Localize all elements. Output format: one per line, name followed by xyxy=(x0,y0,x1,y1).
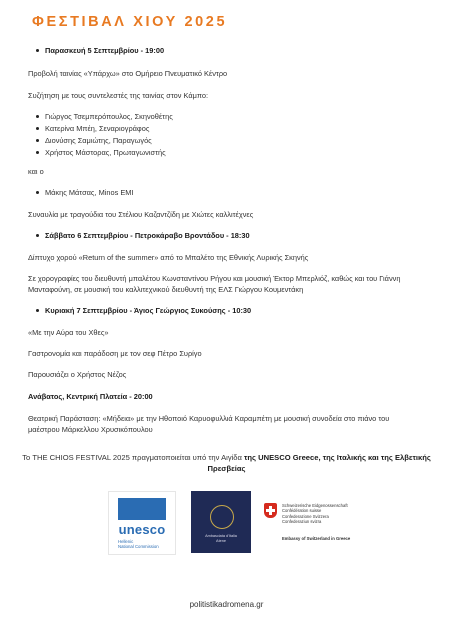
day3-gastronomy: Γαστρονομία και παράδοση με τον σεφ Πέτρο Συρίγο xyxy=(28,349,202,358)
day1-screening: Προβολή ταινίας «Υπάρχω» στο Ομήρειο Πνευματικό Κέντρο xyxy=(28,69,228,78)
contributor-item: Διονύσης Σαμιώτης, Παραγωγός xyxy=(45,136,152,145)
unesco-temple-icon xyxy=(118,498,166,520)
swiss-embassy-name: Embassy of Switzerland in Greece xyxy=(282,536,351,541)
sponsorship-bold: της UNESCO Greece, της Ιταλικής και της Ελβετικής Πρεσβείας xyxy=(207,453,431,473)
day1-concert: Συναυλία με τραγούδια του Στέλιου Καζαντζίδη με Χιώτες καλλιτέχνες xyxy=(28,210,254,219)
swiss-cross-icon xyxy=(264,503,277,518)
contributor-item: Χρήστος Μάστορας, Πρωταγωνιστής xyxy=(45,148,166,157)
day3-host: Παρουσιάζει ο Χρήστος Νέζος xyxy=(28,370,127,379)
swiss-name-line: Confederaziun svizra xyxy=(282,519,322,525)
unesco-logo xyxy=(108,491,176,555)
italy-caption-line: Ambasciata d'Italia xyxy=(205,534,237,538)
sponsorship-text xyxy=(20,452,433,474)
page-title: ΦΕΣΤΙΒΑΛ ΧΙΟΥ 2025 xyxy=(32,14,228,30)
day2-heading: Σάββατο 6 Σεπτεμβρίου - Πετροκάραβο Βροντάδου - 18:30 xyxy=(45,231,250,240)
contributor-item: Κατερίνα Μπέη, Σεναριογράφος xyxy=(45,124,150,133)
unesco-wordmark: unesco xyxy=(118,522,166,537)
day3b-play: Θεατρική Παράσταση: «Μήδεια» με την Ηθοποιό Καρυοφυλλιά Καραμπέτη με μουσική συνοδεία στο πιάνο του μαέστρου Μάρκελλου Χρυσικόπουλου xyxy=(28,414,390,434)
day3-heading: Κυριακή 7 Σεπτεμβρίου - Άγιος Γεώργιος Συκούσης - 10:30 xyxy=(45,306,252,315)
italy-caption-line: Atene xyxy=(216,538,226,543)
swiss-name-line: Schweizerische Eidgenossenschaft xyxy=(282,503,348,508)
swiss-name-line: Confederazione Svizzera xyxy=(282,513,329,519)
sponsorship-plain: Το THE CHIOS FESTIVAL 2025 πραγματοποιείται υπό την Αιγίδα xyxy=(22,453,245,462)
swiss-name-line: Confédération suisse xyxy=(282,508,322,514)
unesco-subtitle xyxy=(118,539,159,549)
italy-caption xyxy=(191,534,251,543)
day1-and: και ο xyxy=(28,167,44,176)
italian-emblem-icon xyxy=(210,505,234,529)
unesco-sub-line: Hellenic xyxy=(118,539,134,544)
day1-heading: Παρασκευή 5 Σεπτεμβρίου - 19:00 xyxy=(45,46,165,55)
swiss-confederation-names xyxy=(282,503,348,525)
day3-theme: «Με την Αύρα του Χθες» xyxy=(28,328,109,337)
swiss-embassy-logo xyxy=(262,491,374,553)
day2-dance: Δίπτυχο χορού «Return of the summer» από το Μπαλέτο της Εθνικής Λυρικής Σκηνής xyxy=(28,253,309,262)
day1-discussion: Συζήτηση με τους συντελεστές της ταινίας στον Κάμπο: xyxy=(28,91,209,100)
italy-embassy-logo xyxy=(191,491,251,553)
unesco-sub-line: National Commission xyxy=(118,544,159,549)
contributor-item: Γιώργος Τσεμπερόπουλος, Σκηνοθέτης xyxy=(45,112,173,121)
day2-credits: Σε χορογραφίες του διευθυντή μπαλέτου Κωνσταντίνου Ρήγου και μουσική Έκτορ Μπερλιόζ, καθώς και του Γιάννη Μανταφούνη, σε μουσική του καλλιτεχνικού διευθυντή της ΕΛΣ Γιώργου Κουμεντάκη xyxy=(28,274,401,294)
contributor-extra: Μάκης Μάτσας, Minos EMI xyxy=(45,188,134,197)
day3b-heading: Ανάβατος, Κεντρική Πλατεία - 20:00 xyxy=(28,392,153,401)
footer-site: politistikadromena.gr xyxy=(189,600,264,609)
